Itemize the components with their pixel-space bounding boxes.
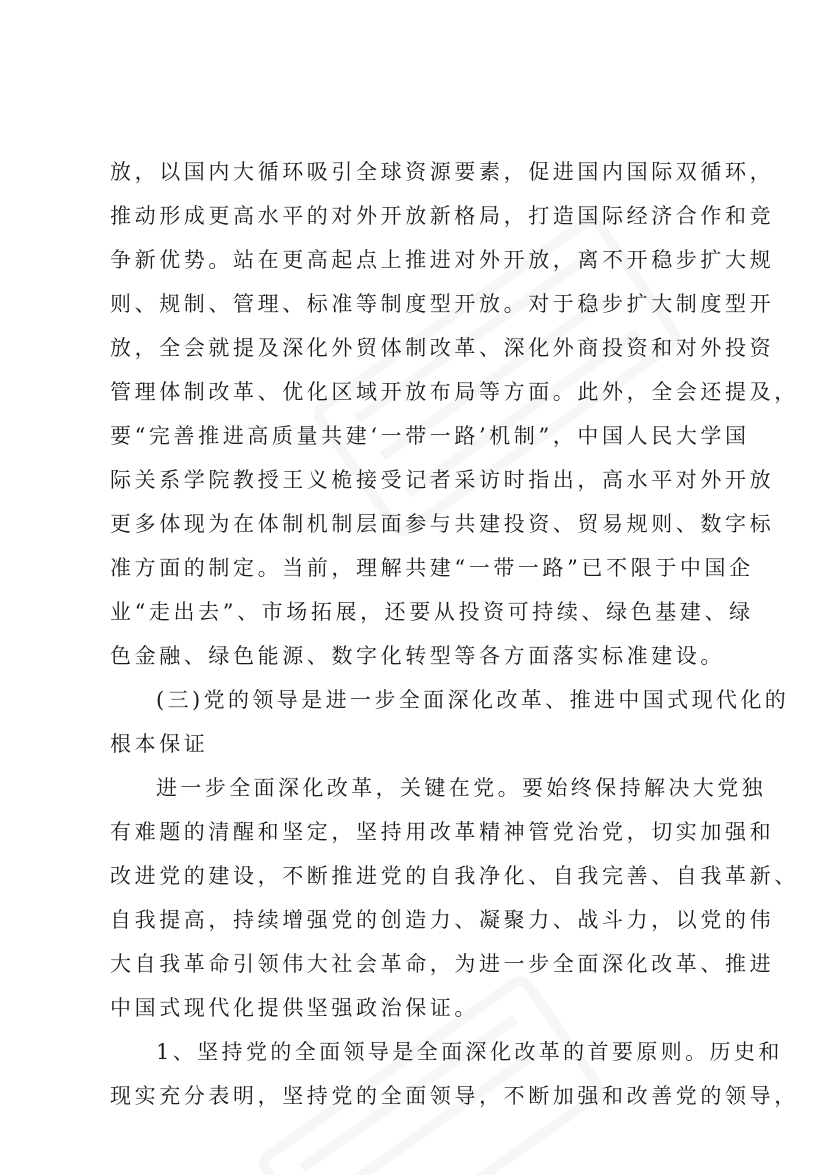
text-line: 大自我革命引领伟大社会革命，为进一步全面深化改革、推进	[110, 952, 775, 976]
text-line: 争新优势。站在更高起点上推进对外开放，离不开稳步扩大规	[110, 248, 775, 272]
section-heading: (三)党的领导是进一步全面深化改革、推进中国式现代化的	[156, 688, 790, 712]
text-line: 推动形成更高水平的对外开放新格局，打造国际经济合作和竞	[110, 204, 775, 228]
text-line: 放，全会就提及深化外贸体制改革、深化外商投资和对外投资	[110, 336, 775, 360]
text-line: 有难题的清醒和坚定，坚持用改革精神管党治党，切实加强和	[110, 820, 775, 844]
text-line: 现实充分表明，坚持党的全面领导，不断加强和改善党的领导，	[110, 1084, 799, 1108]
text-line: 更多体现为在体制机制层面参与共建投资、贸易规则、数字标	[110, 512, 775, 536]
text-line: 准方面的制定。当前，理解共建“一带一路”已不限于中国企	[110, 556, 754, 580]
text-line: 色金融、绿色能源、数字化转型等各方面落实标准建设。	[110, 644, 725, 668]
numbered-point: 1、坚持党的全面领导是全面深化改革的首要原则。历史和	[156, 1040, 783, 1064]
text-line: 要“完善推进高质量共建‘一带一路’机制”，中国人民大学国	[110, 424, 750, 448]
paragraph-first-line: 进一步全面深化改革，关键在党。要始终保持解决大党独	[156, 776, 766, 800]
text-line: 中国式现代化提供坚强政治保证。	[110, 996, 479, 1020]
text-line: 际关系学院教授王义桅接受记者采访时指出，高水平对外开放	[110, 468, 775, 492]
text-line: 自我提高，持续增强党的创造力、凝聚力、战斗力，以党的伟	[110, 908, 775, 932]
text-line: 管理体制改革、优化区域开放布局等方面。此外，全会还提及，	[110, 380, 799, 404]
text-line: 改进党的建设，不断推进党的自我净化、自我完善、自我革新、	[110, 864, 799, 888]
section-heading-continuation: 根本保证	[110, 732, 209, 756]
text-line: 放，以国内大循环吸引全球资源要素，促进国内国际双循环，	[110, 160, 775, 184]
text-line: 则、规制、管理、标准等制度型开放。对于稳步扩大制度型开	[110, 292, 775, 316]
text-line: 业“走出去”、市场拓展，还要从投资可持续、绿色基建、绿	[110, 600, 754, 624]
